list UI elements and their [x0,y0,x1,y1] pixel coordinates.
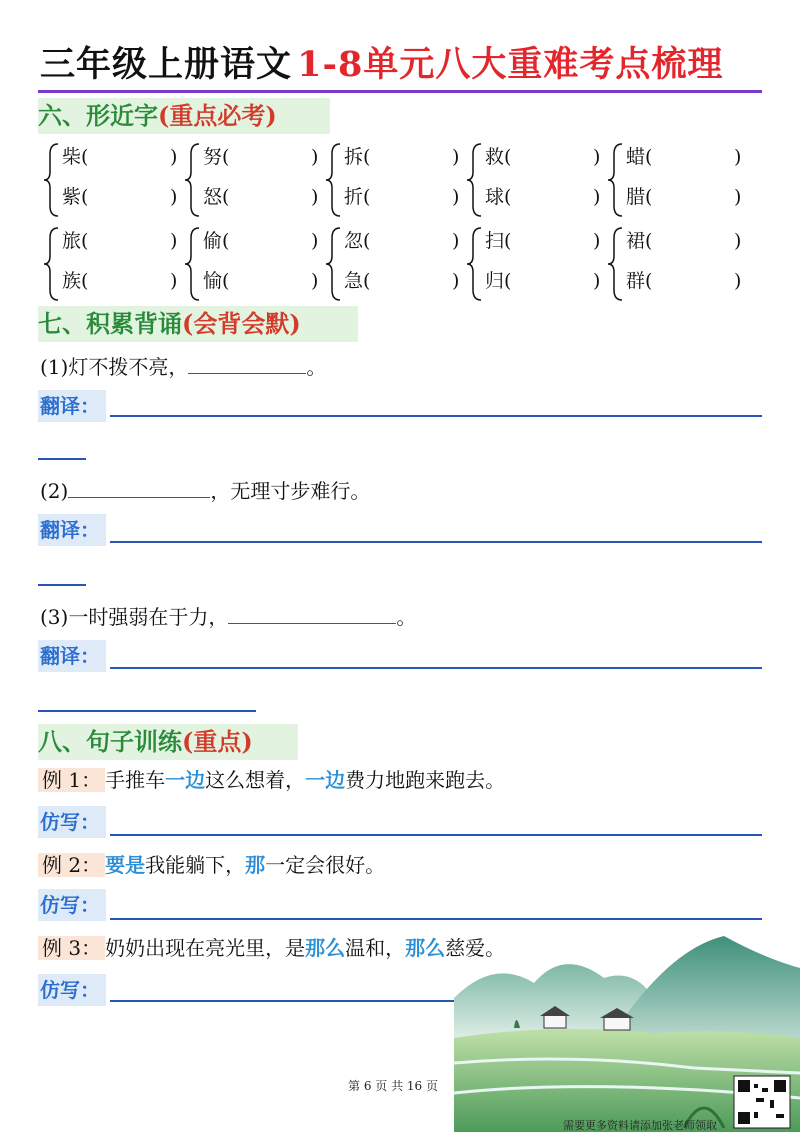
char-1: 扫( [485,230,512,252]
brace-icon [183,224,201,304]
answer-line[interactable] [110,918,762,920]
keyword: 要是 [105,853,146,877]
keyword: 一边 [305,768,346,792]
char-pair [42,224,182,304]
char-pair [324,224,464,304]
char-1: 偷( [203,230,230,252]
answer-line[interactable] [110,834,762,836]
title-part-1: 三年级上册语文 [40,44,293,85]
landscape-illustration [454,928,800,1132]
recite-item-2 [40,476,370,506]
char-2: 怒( [203,186,230,208]
keyword: 那 [245,853,266,877]
brace-icon [465,224,483,304]
paren-close: ) [311,186,319,208]
paren-close: ) [170,186,178,208]
title-part-2: 1-8单元八大重难考点梳理 [297,44,724,85]
imitate-label: 仿写： [38,806,106,838]
sentence-text: 费力地跑来跑去。 [345,768,506,792]
paren-close: ) [452,270,460,292]
char-1: 拆( [344,146,371,168]
paren-close: ) [734,146,742,168]
char-pair [465,224,605,304]
char-2: 愉( [203,270,230,292]
translate-label: 翻译： [38,514,106,546]
imitate-label: 仿写： [38,974,106,1006]
char-2: 腊( [626,186,653,208]
paren-close: ) [734,270,742,292]
section-8-header [38,724,298,760]
fill-blank[interactable] [68,477,210,498]
char-pair [183,140,323,220]
brace-icon [324,224,342,304]
item-number: (2) [40,479,69,503]
section-7-tag: (会背会默) [182,309,301,338]
char-2: 折( [344,186,371,208]
paren-close: ) [593,270,601,292]
example-2 [38,850,385,880]
char-2: 球( [485,186,512,208]
answer-line[interactable] [38,584,86,586]
brace-icon [465,140,483,220]
keyword: 一边 [165,768,206,792]
char-1: 柴( [62,146,89,168]
char-2: 族( [62,270,89,292]
example-label: 例 1： [38,768,105,792]
paren-close: ) [734,186,742,208]
answer-line[interactable] [38,710,256,712]
section-7-label: 七、积累背诵 [38,309,182,338]
section-6-tag: (重点必考) [158,101,277,130]
imitate-label: 仿写： [38,889,106,921]
brace-icon [606,140,624,220]
page-footer: 第 6 页 共 16 页 [348,1079,438,1093]
example-1 [38,765,505,795]
char-1: 裙( [626,230,653,252]
section-6-label: 六、形近字 [38,101,158,130]
char-pair [606,140,746,220]
recite-text: 一时强弱在于力， [68,605,229,629]
char-1: 忽( [344,230,371,252]
translate-label: 翻译： [38,640,106,672]
paren-close: ) [452,230,460,252]
paren-close: ) [593,146,601,168]
sentence-text: 手推车 [105,768,166,792]
fill-blank[interactable] [188,353,306,374]
section-8-tag: (重点) [182,727,253,756]
sentence-text: 慈爱。 [445,936,506,960]
char-2: 急( [344,270,371,292]
char-1: 旅( [62,230,89,252]
translate-label: 翻译： [38,390,106,422]
brace-icon [42,224,60,304]
char-2: 紫( [62,186,89,208]
item-number: (1) [40,355,69,379]
char-2: 归( [485,270,512,292]
char-pair [324,140,464,220]
keyword: 那么 [305,936,346,960]
answer-line[interactable] [110,415,762,417]
paren-close: ) [734,230,742,252]
sentence-text: 奶奶出现在亮光里，是 [105,936,306,960]
example-3 [38,933,505,963]
paren-close: ) [452,146,460,168]
char-pair [42,140,182,220]
char-2: 群( [626,270,653,292]
answer-line[interactable] [110,541,762,543]
char-1: 救( [485,146,512,168]
fill-blank[interactable] [228,603,396,624]
char-pair [606,224,746,304]
brace-icon [42,140,60,220]
sentence-text: 我能躺下， [145,853,246,877]
paren-close: ) [452,186,460,208]
recite-text: 灯不拨不亮， [68,355,189,379]
paren-close: ) [593,186,601,208]
recite-item-1 [40,352,326,382]
example-label: 例 3： [38,936,105,960]
char-pair [183,224,323,304]
recite-text: 。 [306,355,327,379]
paren-close: ) [170,270,178,292]
paren-close: ) [170,146,178,168]
paren-close: ) [311,270,319,292]
paren-close: ) [311,146,319,168]
promo-banner: 需要更多资料请添加张老师领取 [563,1119,717,1132]
char-1: 蜡( [626,146,653,168]
brace-icon [183,140,201,220]
answer-line[interactable] [110,667,762,669]
sentence-text: 一定会很好。 [265,853,386,877]
paren-close: ) [170,230,178,252]
keyword: 那么 [405,936,446,960]
recite-text: ，无理寸步难行。 [210,479,371,503]
paren-close: ) [593,230,601,252]
recite-item-3 [40,602,416,632]
section-8-label: 八、句子训练 [38,727,182,756]
char-1: 努( [203,146,230,168]
page-title [40,44,762,86]
paren-close: ) [311,230,319,252]
answer-line[interactable] [38,458,86,460]
sentence-text: 温和， [345,936,406,960]
example-label: 例 2： [38,853,105,877]
brace-icon [324,140,342,220]
char-pair [465,140,605,220]
brace-icon [606,224,624,304]
item-number: (3) [40,605,69,629]
recite-text: 。 [396,605,417,629]
sentence-text: 这么想着， [205,768,306,792]
title-underline [38,90,762,93]
section-7-header [38,306,358,342]
section-6-header [38,98,330,134]
